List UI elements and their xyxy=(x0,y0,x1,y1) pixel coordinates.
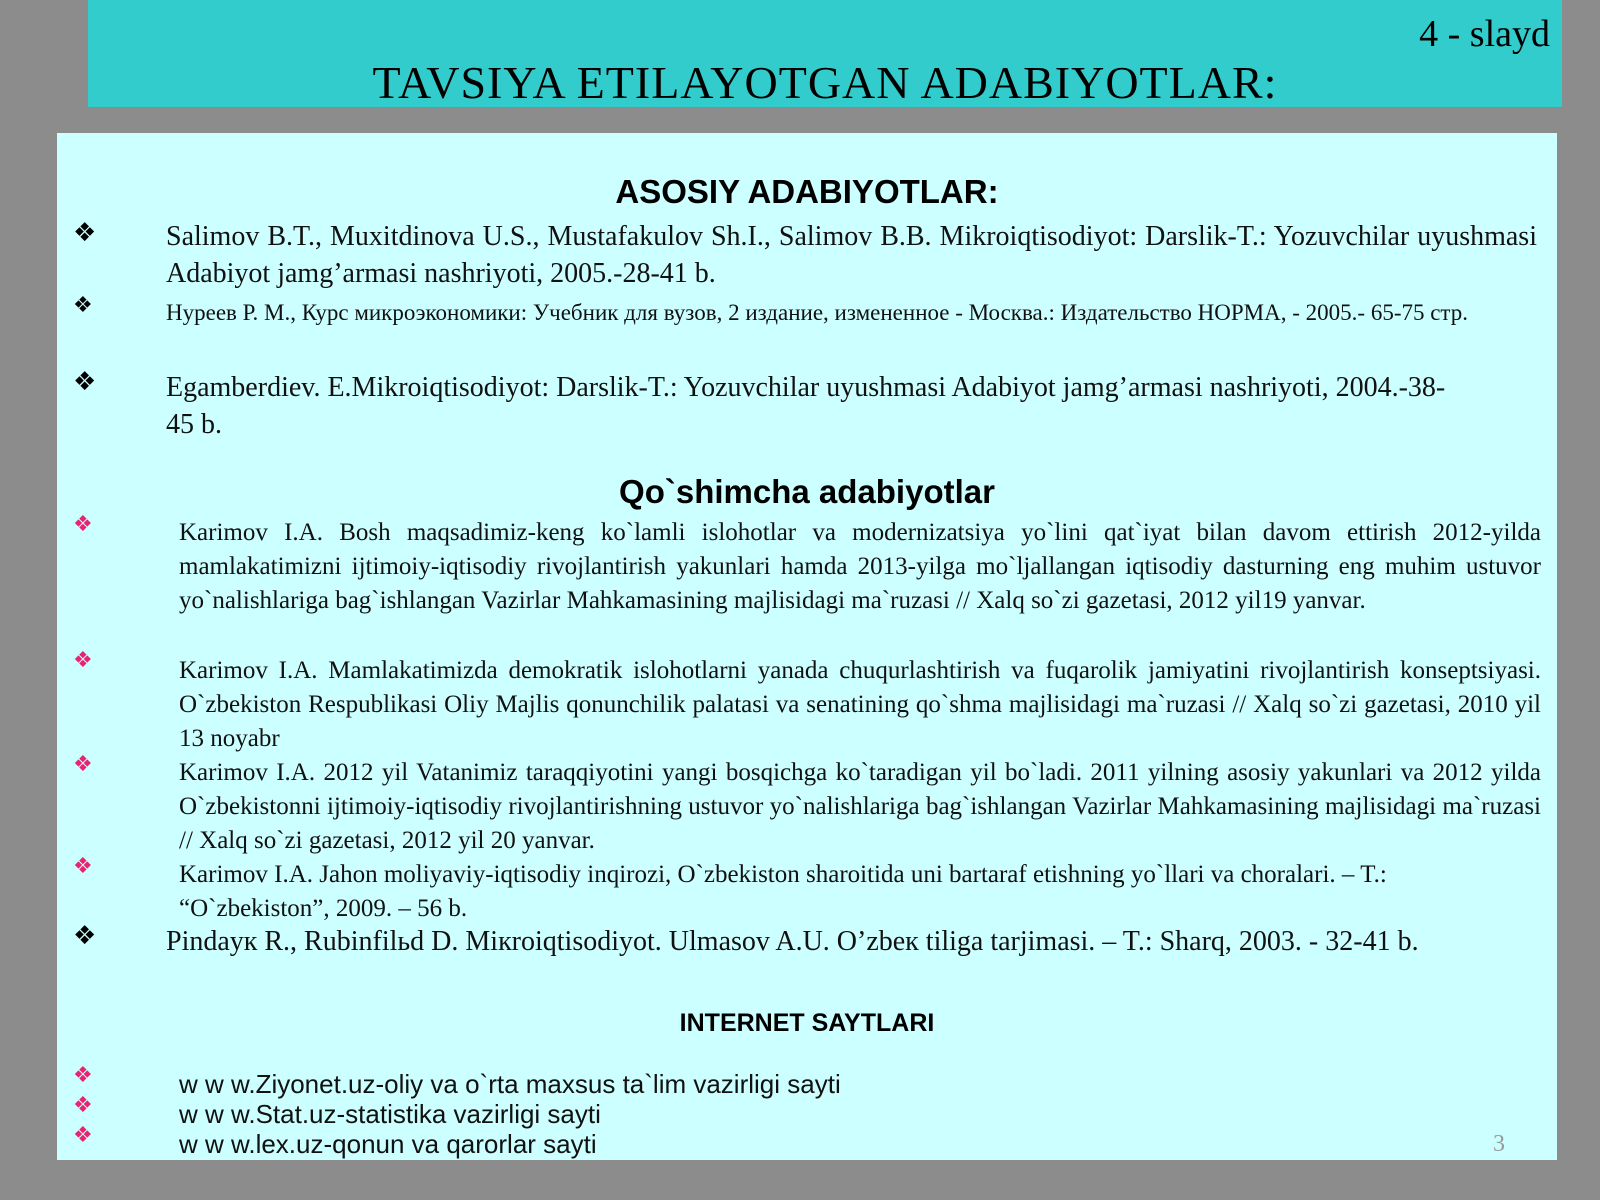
diamond-bullet-icon: ❖ xyxy=(73,921,97,951)
diamond-bullet-icon: ❖ xyxy=(73,1063,93,1088)
additional-literature-text: Karimov I.A. Jahon moliyaviy-iqtisodiy inqirozi, O`zbekiston sharoitida uni bartaraf etishning yo`llari va choralari. – T.: “O`zbekiston”, 2009. – 56 b. xyxy=(179,861,1387,922)
additional-literature-item xyxy=(57,648,1541,756)
internet-sites-heading: INTERNET SAYTLARI xyxy=(679,1009,935,1037)
main-literature-item xyxy=(57,293,1509,329)
slide-header xyxy=(88,0,1562,107)
additional-literature-heading: Qo`shimcha adabiyotlar xyxy=(619,473,995,510)
diamond-bullet-icon: ❖ xyxy=(73,854,93,879)
internet-site-text: w w w.Ziyonet.uz-oliy va o`rta maxsus ta`lim vazirligi sayti xyxy=(179,1069,841,1099)
diamond-bullet-icon: ❖ xyxy=(73,293,93,318)
diamond-bullet-icon: ❖ xyxy=(73,1123,93,1148)
additional-literature-item xyxy=(57,512,1541,618)
additional-literature-item xyxy=(57,854,1541,926)
slide-number-label: 4 - slayd xyxy=(1419,13,1550,55)
main-literature-heading: ASOSIY ADABIYOTLAR: xyxy=(615,173,999,210)
additional-literature-item xyxy=(57,923,1533,960)
internet-site-text: w w w.lex.uz-qonun va qarorlar sayti xyxy=(179,1129,597,1159)
main-literature-text: Salimov B.T., Muxitdinova U.S., Mustafakulov Sh.I., Salimov B.B. Mikroiqtisodiyot: Darslik-T.: Yozuvchilar uyushmasi Adabiyot jamg’armasi nashriyoti, 2005.-28-41 b. xyxy=(166,221,1537,289)
content-panel xyxy=(57,133,1557,1160)
diamond-bullet-icon: ❖ xyxy=(73,1093,93,1118)
diamond-bullet-icon: ❖ xyxy=(73,752,93,777)
additional-literature-text: Karimov I.A. 2012 yil Vatanimiz taraqqiyotini yangi bosqichga ko`taradigan yil bo`ladi. 2011 yilning asosiy yakunlari va 2012 yilda O`zbekistonni ijtimoiy-iqtisodiy rivojlantirishning ustuvor yo`nalishlariga bag`ishlangan Vazirlar Mahkamasining majlisidagi ma`ruzasi // Xalq so`zi gazetasi, 2012 yil 20 yanvar. xyxy=(179,759,1541,854)
slide-title: TAVSIYA ETILAYOTGAN ADABIYOTLAR: xyxy=(372,57,1278,108)
main-literature-text: Egamberdiev. E.Mikroiqtisodiyot: Darslik-T.: Yozuvchilar uyushmasi Adabiyot jamg’armasi nashriyoti, 2004.-38-45 b. xyxy=(166,372,1446,440)
additional-literature-text: Karimov I.A. Bosh maqsadimiz-keng ko`lamli islohotlar va modernizatsiya yo`lini qat`iyat bilan davom ettirish 2012-yilda mamlakatimizni ijtimoiy-iqtisodiy rivojlantirish yakunlari hamda 2013-yilga mo`ljallangan iqtisodiy dasturning eng muhim ustuvor yo`nalishlariga bag`ishlangan Vazirlar Mahkamasining majlisidagi ma`ruzasi // Xalq so`zi gazetasi, 2012 yil19 yanvar. xyxy=(179,519,1541,614)
page-number: 3 xyxy=(1493,1131,1505,1157)
internet-site-item xyxy=(57,1063,1457,1099)
main-literature-item xyxy=(57,369,1457,443)
diamond-bullet-icon: ❖ xyxy=(73,512,93,537)
internet-site-text: w w w.Stat.uz-statistika vazirligi sayti xyxy=(179,1099,601,1129)
internet-site-item xyxy=(57,1093,1457,1129)
additional-literature-item xyxy=(57,752,1541,858)
additional-literature-text: Pindaук R., Rubinfilьd D. Mікroiqtisodiyot. Ulmasov A.U. O’zbeк tiliga tarjimasi. – T.: Sharq, 2003. - 32-41 b. xyxy=(166,926,1419,957)
diamond-bullet-icon: ❖ xyxy=(73,648,93,673)
main-literature-text: Нуреев Р. М., Курс микроэкономики: Учебник для вузов, 2 издание, измененное - Москва.: Издательство НОРМА, - 2005.- 65-75 стр. xyxy=(166,300,1469,325)
diamond-bullet-icon: ❖ xyxy=(73,367,97,397)
additional-literature-text: Karimov I.A. Mamlakatimizda demokratik islohotlarni yanada chuqurlashtirish va fuqarolik jamiyatini rivojlantirish konseptsiyasi. O`zbekiston Respublikasi Oliy Majlis qonunchilik palatasi va senatining qo`shma majlisidagi ma`ruzasi // Xalq so`zi gazetasi, 2010 yil 13 noyabr xyxy=(179,657,1541,752)
internet-site-item xyxy=(57,1123,1457,1159)
main-literature-item xyxy=(57,218,1537,292)
diamond-bullet-icon: ❖ xyxy=(73,218,97,248)
